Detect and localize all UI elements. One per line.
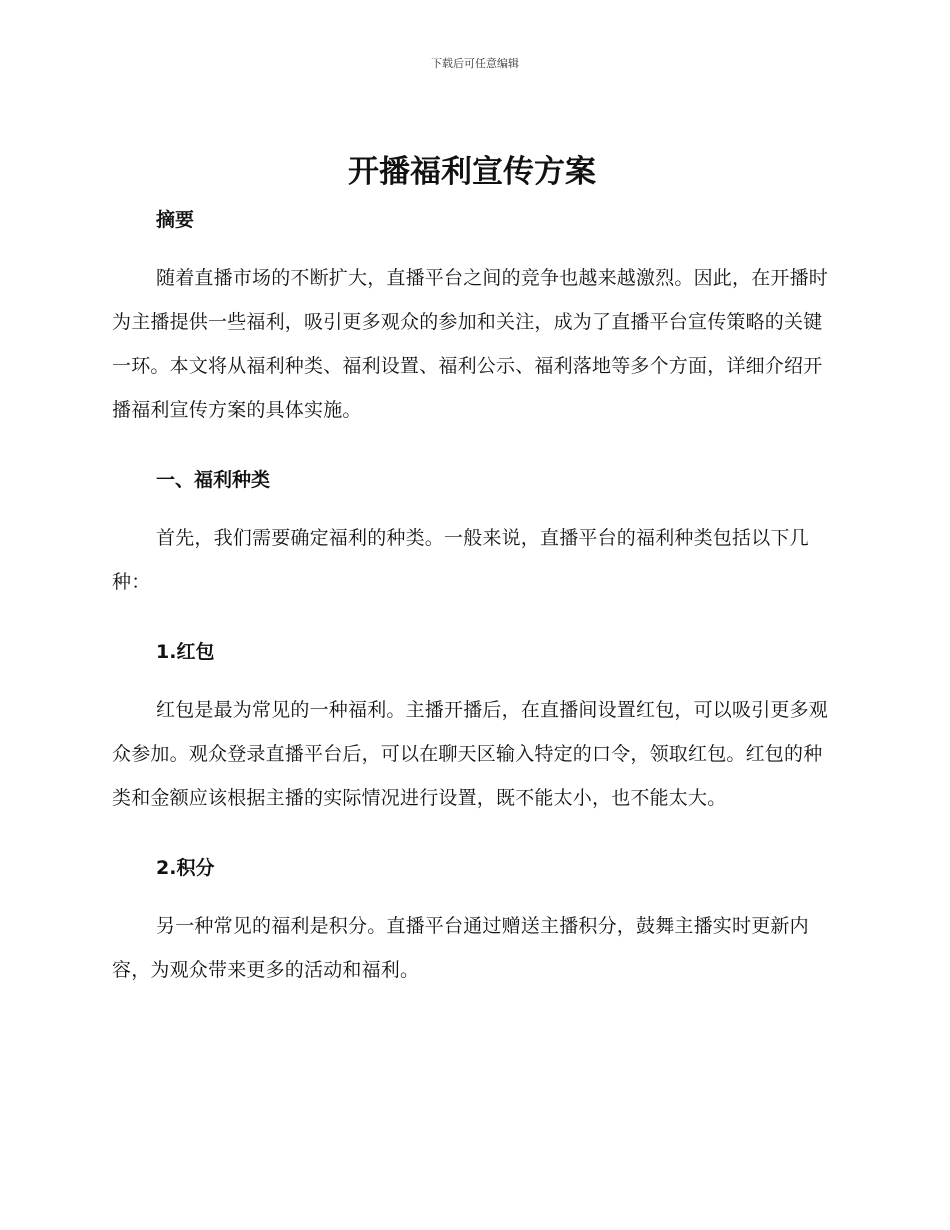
item-heading-points: 2.积分 (156, 857, 215, 879)
abstract-paragraph: 随着直播市场的不断扩大，直播平台之间的竞争也越来越激烈。因此，在开播时为主播提供一些福利，吸引更多观众的参加和关注，成为了直播平台宣传策略的关键一环。本文将从福利种类、福利设置、福利公示、福利落地等多个方面，详细介绍开播福利宣传方案的具体实施。 (112, 267, 829, 421)
section-paragraph-benefit-types: 首先，我们需要确定福利的种类。一般来说，直播平台的福利种类包括以下几种： (112, 527, 809, 593)
page-header-note: 下载后可任意编辑 (431, 57, 519, 70)
item-heading-red-packet: 1.红包 (156, 641, 215, 663)
section-heading-benefit-types: 一、福利种类 (156, 469, 271, 491)
item-paragraph-red-packet: 红包是最为常见的一种福利。主播开播后，在直播间设置红包，可以吸引更多观众参加。观众登录直播平台后，可以在聊天区输入特定的口令，领取红包。红包的种类和金额应该根据主播的实际情况进行设置，既不能太小，也不能太大。 (112, 699, 829, 809)
document-title: 开播福利宣传方案 (348, 154, 596, 190)
document-body (112, 150, 832, 992)
abstract-heading: 摘要 (156, 209, 195, 231)
item-paragraph-points: 另一种常见的福利是积分。直播平台通过赠送主播积分，鼓舞主播实时更新内容，为观众带来更多的活动和福利。 (112, 915, 809, 981)
